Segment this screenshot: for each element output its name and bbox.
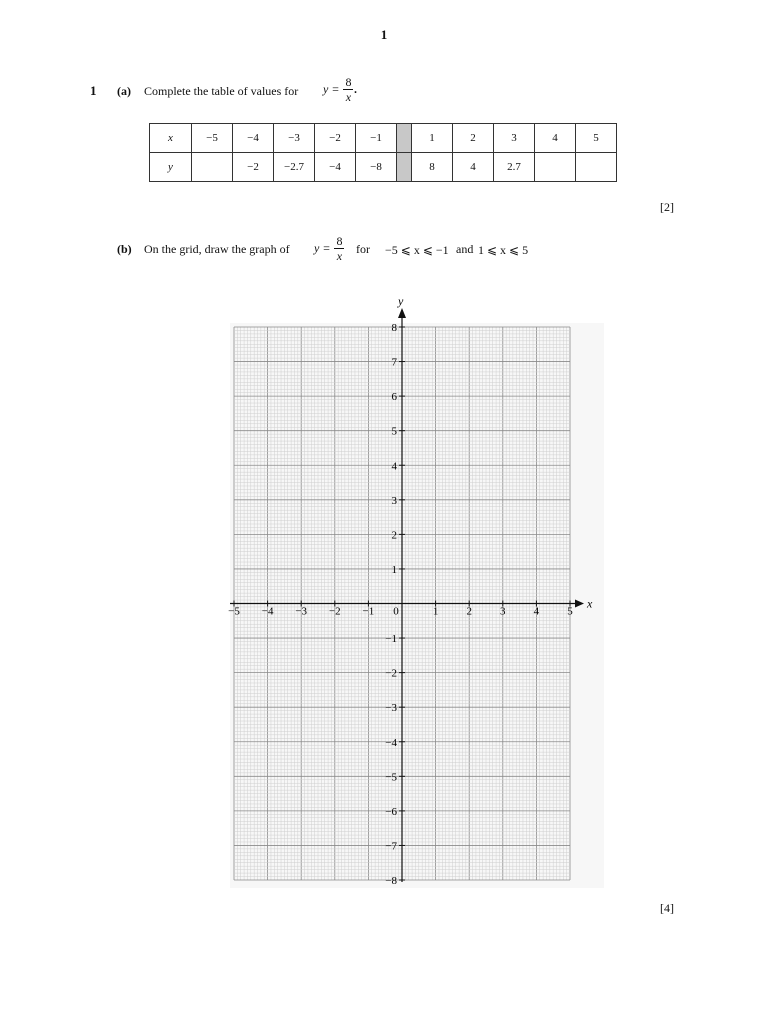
x-cell: −4 xyxy=(233,124,274,153)
fraction-denominator: x xyxy=(345,90,352,104)
x-cell: −5 xyxy=(192,124,233,153)
x-cell: 3 xyxy=(494,124,535,153)
x-cell: 4 xyxy=(535,124,576,153)
y-tick-label: 1 xyxy=(391,563,397,576)
x-tick-label: −1 xyxy=(362,605,375,618)
part-b-range-1: −5 ⩽ x ⩽ −1 xyxy=(385,243,449,257)
y-tick-label: −6 xyxy=(385,805,397,818)
equation-trailing: . xyxy=(353,80,358,98)
y-tick-label: −2 xyxy=(385,667,397,680)
part-b-and: and xyxy=(456,242,474,256)
y-tick-label: −8 xyxy=(385,875,397,887)
y-tick-label: 7 xyxy=(391,356,397,369)
row-label-x: x xyxy=(150,124,192,153)
part-b-range-2: 1 ⩽ x ⩽ 5 xyxy=(478,243,529,257)
y-tick-label: −7 xyxy=(385,840,397,853)
x-tick-label: −2 xyxy=(328,605,341,618)
x-tick-label: −5 xyxy=(228,605,240,618)
part-b-label: (b) xyxy=(117,242,132,256)
x-tick-label: 1 xyxy=(432,605,439,618)
y-tick-label: 5 xyxy=(391,425,397,438)
part-b-for: for xyxy=(356,242,370,256)
y-axis-arrow-icon xyxy=(398,308,406,318)
equation-lhs: y = xyxy=(314,241,331,256)
y-tick-label: −5 xyxy=(385,771,397,784)
part-a-label: (a) xyxy=(117,84,131,98)
grid-background xyxy=(230,323,604,888)
x-cell: −3 xyxy=(274,124,315,153)
x-cell: 2 xyxy=(453,124,494,153)
fraction-numerator: 8 xyxy=(345,75,352,89)
y-tick-label: −4 xyxy=(385,736,397,749)
y-tick-label: 4 xyxy=(391,460,397,473)
part-a-prompt: Complete the table of values for xyxy=(144,84,299,98)
x-tick-label: 0 xyxy=(393,605,399,618)
x-cell: −2 xyxy=(315,124,356,153)
x-tick-label: 4 xyxy=(533,605,540,618)
y-cell: 8 xyxy=(412,153,453,182)
y-cell: 2.7 xyxy=(494,153,535,182)
y-cell: −4 xyxy=(315,153,356,182)
y-cell: −8 xyxy=(356,153,397,182)
y-cell: 4 xyxy=(453,153,494,182)
y-cell: −2.7 xyxy=(274,153,315,182)
x-axis-label: x xyxy=(587,596,593,611)
x-tick-label: 5 xyxy=(567,605,573,618)
row-label-y: y xyxy=(150,153,192,182)
y-tick-label: 2 xyxy=(391,529,397,542)
y-tick-label: 8 xyxy=(391,322,397,334)
equation-lhs: y = xyxy=(323,82,340,97)
fraction-numerator: 8 xyxy=(336,234,343,248)
y-tick-label: 3 xyxy=(391,494,397,507)
y-cell: −2 xyxy=(233,153,274,182)
part-a-marks: [2] xyxy=(660,200,674,214)
x-cell: 5 xyxy=(576,124,617,153)
page-number: 1 xyxy=(380,27,388,42)
y-tick-label: −3 xyxy=(385,702,397,715)
x-tick-label: 2 xyxy=(466,605,472,618)
fraction-denominator: x xyxy=(336,249,343,263)
x-cell: 1 xyxy=(412,124,453,153)
x-cell: −1 xyxy=(356,124,397,153)
y-tick-label: 6 xyxy=(391,391,397,404)
question-number: 1 xyxy=(90,83,97,98)
part-b-prompt: On the grid, draw the graph of xyxy=(144,242,290,256)
grid-lines xyxy=(230,323,604,888)
y-axis-label: y xyxy=(398,294,404,308)
x-tick-label: −4 xyxy=(261,605,274,618)
x-tick-label: 3 xyxy=(500,605,506,618)
y-tick-label: −1 xyxy=(385,633,397,646)
x-tick-label: −3 xyxy=(295,605,308,618)
part-b-marks: [4] xyxy=(660,901,674,915)
